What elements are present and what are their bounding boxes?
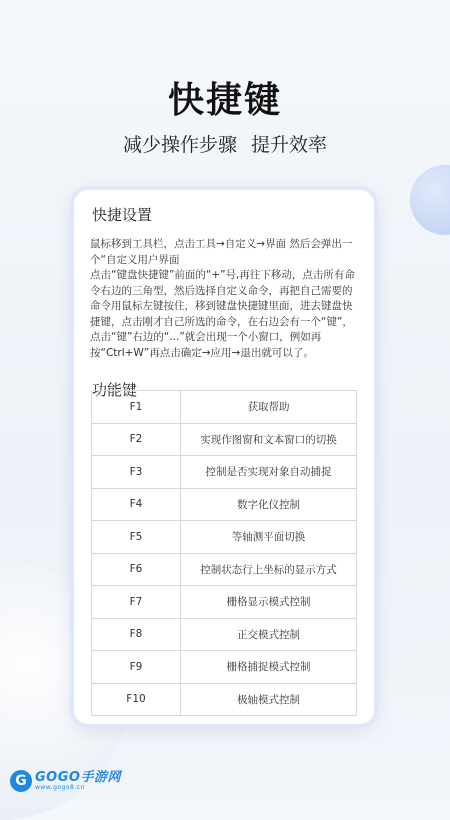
table-row <box>92 683 357 716</box>
instruction-paragraph: 鼠标移到工具栏，点击工具→自定义→界面 然后会弹出一个“自定义用户界面 <box>90 238 353 266</box>
description-cell: 栅格显示模式控制 <box>181 586 357 619</box>
watermark-brand: GOGO手游网 <box>35 770 121 785</box>
description-cell: 极轴模式控制 <box>181 683 357 716</box>
gogo-logo-icon: G <box>10 770 32 792</box>
decorative-bubble <box>410 165 450 235</box>
table-row <box>92 423 357 456</box>
table-row <box>92 586 357 619</box>
key-cell: F8 <box>92 618 181 651</box>
function-keys-title: 功能键 <box>92 381 138 399</box>
table-row <box>92 456 357 489</box>
description-cell: 控制状态行上坐标的显示方式 <box>181 553 357 586</box>
description-cell: 数字化仪控制 <box>181 488 357 521</box>
page-subtitle: 减少操作步骤 提升效率 <box>122 134 328 156</box>
key-cell: F6 <box>92 553 181 586</box>
settings-title: 快捷设置 <box>92 206 153 224</box>
key-cell: F5 <box>92 521 181 554</box>
description-cell: 栅格捕捉模式控制 <box>181 651 357 684</box>
key-cell: F10 <box>92 683 181 716</box>
description-cell: 正交模式控制 <box>181 618 357 651</box>
key-cell: F9 <box>92 651 181 684</box>
key-cell: F1 <box>92 391 181 424</box>
instruction-paragraph: 点击“键盘快捷键”前面的“+”号,再往下移动，点击所有命令右边的三角型，然后选择自定义命令，再把自己需要的命令用鼠标左键按住，移到键盘快捷键里面，进去键盘快捷键，点击刚才自己所选的命令，在右边会有一个“键”，点击“键”右边的“...”就会出现一个小窗口，例如再按“Ctrl+W”再点击确定→应用→退出就可以了。 <box>90 269 355 359</box>
watermark-url: www.gogo8.cn <box>35 784 85 791</box>
key-cell: F7 <box>92 586 181 619</box>
key-cell: F2 <box>92 423 181 456</box>
key-cell: F4 <box>92 488 181 521</box>
description-cell: 实现作图窗和文本窗口的切换 <box>181 423 357 456</box>
table-row <box>92 391 357 424</box>
settings-instructions <box>90 237 360 361</box>
description-cell: 等轴测平面切换 <box>181 521 357 554</box>
watermark-text <box>35 771 121 791</box>
description-cell: 控制是否实现对象自动捕捉 <box>181 456 357 489</box>
description-cell: 获取帮助 <box>181 391 357 424</box>
table-row <box>92 521 357 554</box>
page-title: 快捷键 <box>167 80 282 121</box>
key-cell: F3 <box>92 456 181 489</box>
watermark-logo <box>10 770 121 792</box>
table-row <box>92 553 357 586</box>
table-row <box>92 618 357 651</box>
table-row <box>92 651 357 684</box>
function-keys-table <box>91 390 357 716</box>
screenshot-card <box>74 190 374 724</box>
table-row <box>92 488 357 521</box>
